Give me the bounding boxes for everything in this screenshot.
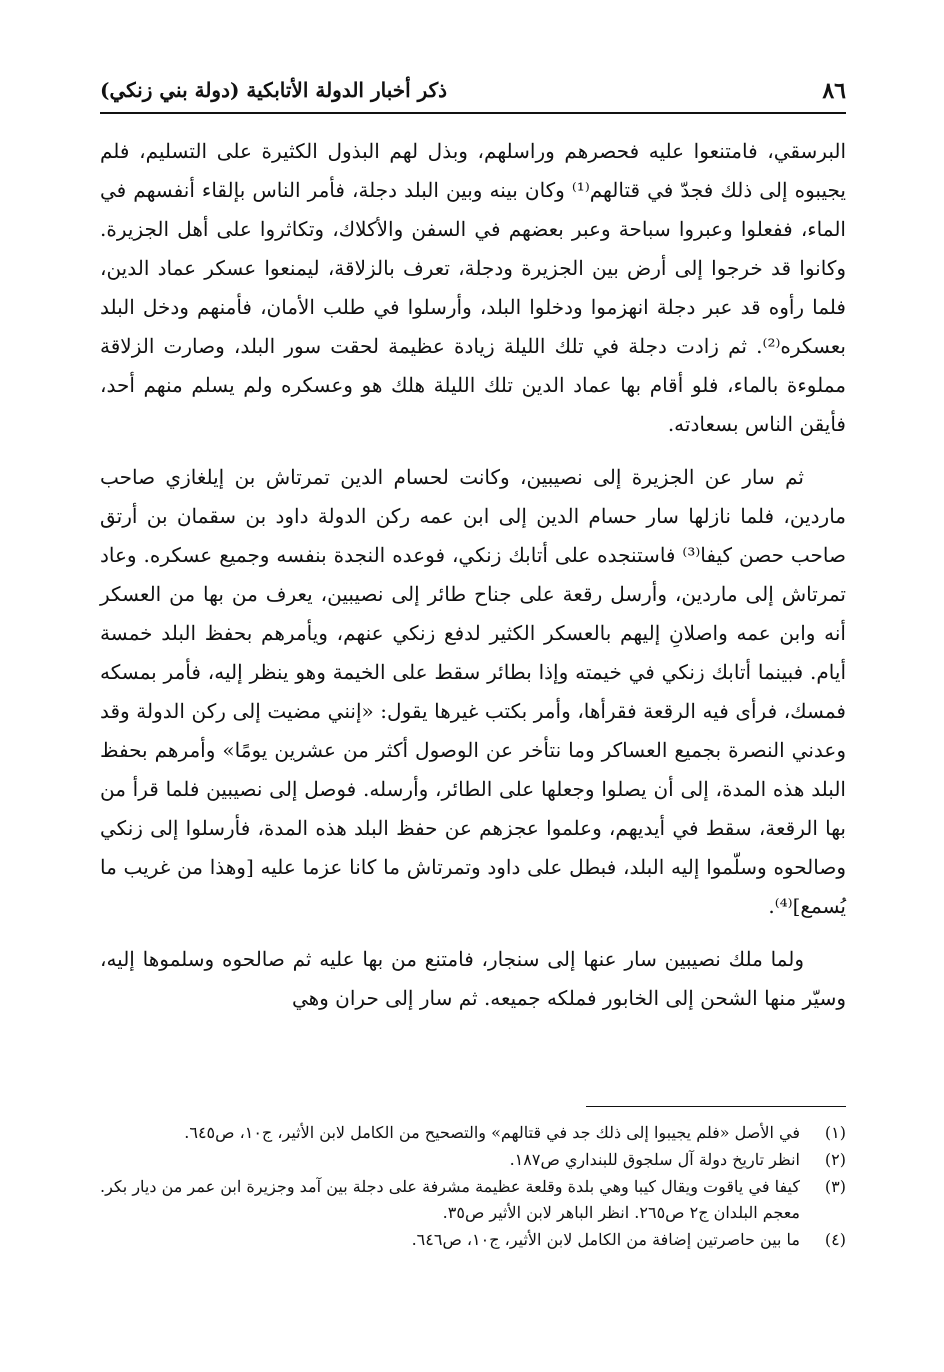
footnote-number: (٢) [824,1150,846,1169]
footnote [100,1174,846,1226]
footnote-text: انظر تاريخ دولة آل سلجوق للبنداري ص١٨٧. [509,1150,800,1169]
footnote [100,1120,846,1146]
header-rule [100,112,846,114]
footnotes [100,1120,846,1254]
running-title: ذكر أخبار الدولة الأتابكية (دولة بني زنكي) [100,78,448,102]
main-text [100,132,846,1018]
footnote [100,1227,846,1253]
footnote-number: (٣) [824,1177,846,1196]
footnote-text: في الأصل «فلم يجيبوا إلى ذلك جد في قتالهم» والتصحيح من الكامل لابن الأثير، ج١٠، ص٦٤٥. [184,1123,800,1142]
footnote-text: ما بين حاصرتين إضافة من الكامل لابن الأثير، ج١٠، ص٦٤٦. [411,1230,800,1249]
paragraph: ولما ملك نصيبين سار عنها إلى سنجار، فامتنع من بها عليه ثم صالحوه وسلموها إليه، وسيّر منها الشحن إلى الخابور فملكه جميعه. ثم سار إلى حران وهي [100,947,846,1010]
footnote-number: (٤) [824,1230,846,1249]
paragraph: البرسقي، فامتنعوا عليه فحصرهم وراسلهم، وبذل لهم البذول الكثيرة على التسليم، فلم يجيبوه إلى ذلك فجدّ في قتالهم⁽¹⁾ وكان بينه وبين البلد دجلة، فأمر الناس بإلقاء أنفسهم في الماء، ففعلوا وعبروا سباحة وعبر بعضهم في السفن والأكلاك، وتكاثروا على أهل الجزيرة. وكانوا قد خرجوا إلى أرض بين الجزيرة ودجلة، تعرف بالزلاقة، ليمنعوا عسكر عماد الدين، فلما رأوه قد عبر دجلة انهزموا ودخلوا البلد، وأرسلوا في طلب الأمان، فأمنهم ودخل البلد بعسكره⁽²⁾. ثم زادت دجلة في تلك الليلة زيادة عظيمة لحقت سور البلد، وصارت الزلاقة مملوءة بالماء، فلو أقام بها عماد الدين تلك الليلة هلك هو وعسكره ولم يسلم منهم أحد، فأيقن الناس بسعادته. [100,139,846,436]
running-header [100,74,846,114]
paragraph: ثم سار عن الجزيرة إلى نصيبين، وكانت لحسام الدين تمرتاش بن إيلغازي صاحب ماردين، فلما نازلها سار حسام الدين إلى ابن عمه ركن الدولة داود بن سقمان بن أرتق صاحب حصن كيفا⁽³⁾ فاستنجده على أتابك زنكي، فوعده النجدة بنفسه وجميع عسكره. وعاد تمرتاش إلى ماردين، وأرسل رقعة على جناح طائر إلى نصيبين، يعرف من بها من العسكر أنه وابن عمه واصلانِ إليهم بالعسكر الكثير لدفع زنكي عنهم، ويأمرهم بحفظ البلد خمسة أيام. فبينما أتابك زنكي في خيمته وإذا بطائر سقط على الخيمة وهو ينظر إليه، فأمر بمسكه فمسك، فرأى فيه الرقعة فقرأها، وأمر بكتب غيرها يقول: «إنني مضيت إلى ركن الدولة وقد وعدني النصرة بجميع العساكر وما نتأخر عن الوصول أكثر من عشرين يومًا» وأمرهم بحفظ البلد هذه المدة، إلى أن يصلوا وجعلها على الطائر، وأرسله. فوصل إلى نصيبين فلما قرأ من بها الرقعة، سقط في أيديهم، وعلموا عجزهم عن حفظ البلد هذه المدة، فأرسلوا إلى زنكي وصالحوه وسلّموا إليه البلد، فبطل على داود وتمرتاش ما كانا عزما عليه [وهذا من غريب ما يُسمع]⁽⁴⁾. [100,465,847,918]
footnote-number: (١) [824,1123,846,1142]
footnote-text: كيفا في ياقوت ويقال كيبا وهي بلدة وقلعة عظيمة مشرفة على دجلة بين آمد وجزيرة ابن عمر من ديار بكر. معجم البلدان ج٢ ص٢٦٥. انظر الباهر لابن الأثير ص٣٥. [100,1177,801,1222]
footnote [100,1147,846,1173]
page-number: ٨٦ [822,78,846,104]
footnote-separator [586,1106,846,1107]
